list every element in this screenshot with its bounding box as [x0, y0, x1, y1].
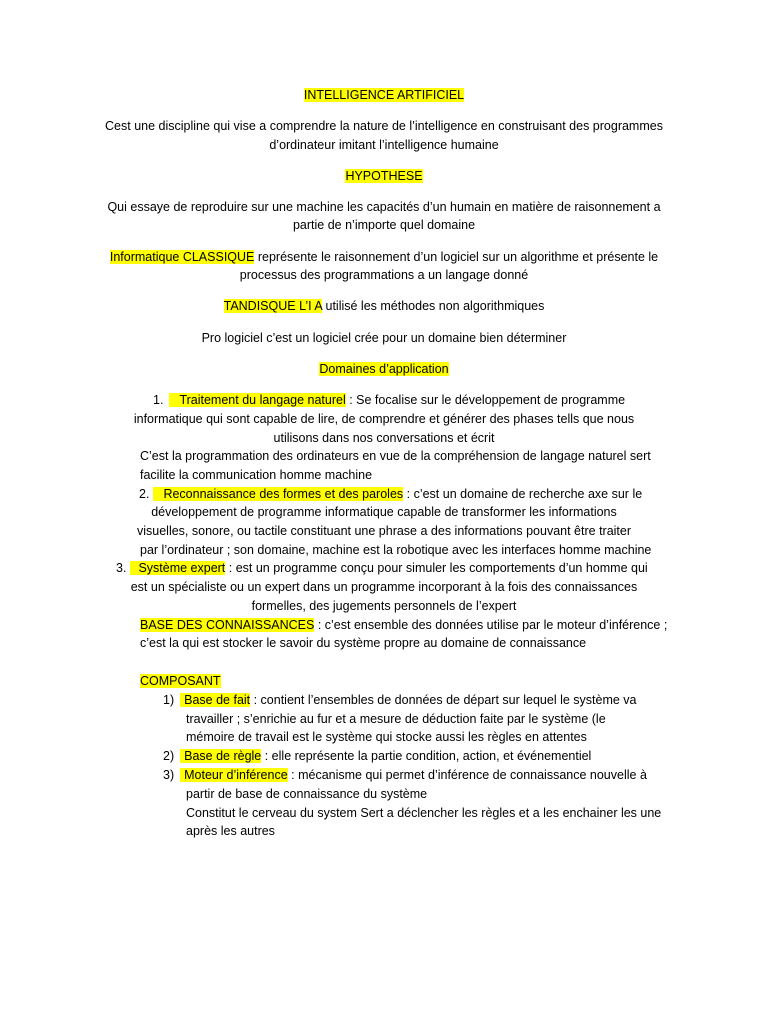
- composant-item-1: 1) Base de fait : contient l’ensembles de données de départ sur lequel le système va: [163, 693, 637, 707]
- composant-1-label: Base de fait: [180, 693, 250, 707]
- composant-1-line-2: travailler ; s’enrichie au fur et a mesure de déduction faite par le système (le: [186, 712, 606, 726]
- pro-logiciel-line: Pro logiciel c’est un logiciel crée pour un domaine bien déterminer: [201, 331, 567, 345]
- base-connaissances-line-2: c’est la qui est stocker le savoir du système propre au domaine de connaissance: [140, 636, 587, 650]
- composant-3-line-2: partir de base de connaissance du système: [186, 787, 428, 801]
- tandisque-label: TANDISQUE L’I A: [223, 299, 323, 313]
- composant-heading: COMPOSANT: [140, 674, 221, 688]
- domaine-1-line-3: utilisons dans nos conversations et écrit: [273, 431, 495, 445]
- classique-label: Informatique CLASSIQUE: [109, 250, 255, 264]
- rf-extra-line: par l’ordinateur ; son domaine, machine est la robotique avec les interfaces homme machine: [140, 543, 652, 557]
- domaine-item-1: 1. Traitement du langage naturel : Se focalise sur le développement de programme: [153, 393, 626, 407]
- intro-line-2: d’ordinateur imitant l’intelligence humaine: [269, 138, 499, 152]
- title-highlight: INTELLIGENCE ARTIFICIEL: [303, 88, 465, 102]
- composant-2-label: Base de règle: [180, 749, 261, 763]
- classique-line-2: processus des programmations a un langage donné: [239, 268, 529, 282]
- domaine-1-line-2: informatique qui sont capable de lire, de comprendre et générer des phases tells que nous: [133, 412, 635, 426]
- domaine-2-line-2: développement de programme informatique capable de transformer les informations: [151, 505, 617, 519]
- domaine-item-3: 3. Système expert : est un programme conçu pour simuler les comportements d’un homme qui: [116, 561, 648, 575]
- domaine-3-label: Système expert: [130, 561, 225, 575]
- domaine-item-2: 2. Reconnaissance des formes et des paroles : c’est un domaine de recherche axe sur le: [139, 487, 643, 501]
- tandisque-line: TANDISQUE L’I A utilisé les méthodes non algorithmiques: [223, 299, 545, 313]
- hypothese-line-2: partie de n’importe quel domaine: [292, 218, 476, 232]
- hypothese-line-1: Qui essaye de reproduire sur une machine les capacités d’un humain en matière de raisonnement a: [107, 200, 661, 214]
- domaines-heading: Domaines d’application: [319, 362, 449, 376]
- tln-extra-line-2: facilite la communication homme machine: [140, 468, 373, 482]
- composant-3-label: Moteur d’inférence: [180, 768, 288, 782]
- base-connaissances-line-1: BASE DES CONNAISSANCES : c’est ensemble des données utilise par le moteur d’inférence ;: [140, 618, 668, 632]
- hypothese-heading: HYPOTHESE: [345, 169, 423, 183]
- domaine-3-line-3: formelles, des jugements personnels de l’expert: [251, 599, 517, 613]
- domaine-1-label: Traitement du langage naturel: [169, 393, 345, 407]
- composant-item-2: 2) Base de règle : elle représente la partie condition, action, et événementiel: [163, 749, 592, 763]
- intro-line-1: Cest une discipline qui vise a comprendre la nature de l’intelligence en construisant des programmes: [105, 119, 663, 133]
- base-connaissances-label: BASE DES CONNAISSANCES: [140, 618, 315, 632]
- composant-3-line-3: Constitut le cerveau du system Sert a déclencher les règles et a les enchainer les une: [186, 806, 662, 820]
- domaine-3-line-2: est un spécialiste ou un expert dans un programme incorporant à la fois des connaissances: [130, 580, 638, 594]
- domaine-2-label: Reconnaissance des formes et des paroles: [153, 487, 403, 501]
- composant-1-line-3: mémoire de travail est le système qui stocke aussi les règles en attentes: [186, 730, 587, 744]
- page-title: [0, 86, 768, 105]
- domaine-2-line-3: visuelles, sonore, ou tactile constituant une phrase a des informations pouvant être traiter: [136, 524, 632, 538]
- composant-item-3: 3) Moteur d’inférence : mécanisme qui permet d’inférence de connaissance nouvelle à: [163, 768, 647, 782]
- tln-extra-line-1: C’est la programmation des ordinateurs en vue de la compréhension de langage naturel sert: [140, 449, 651, 463]
- classique-line-1: Informatique CLASSIQUE représente le raisonnement d’un logiciel sur un algorithme et présente le: [109, 250, 659, 264]
- composant-3-line-4: après les autres: [186, 824, 275, 838]
